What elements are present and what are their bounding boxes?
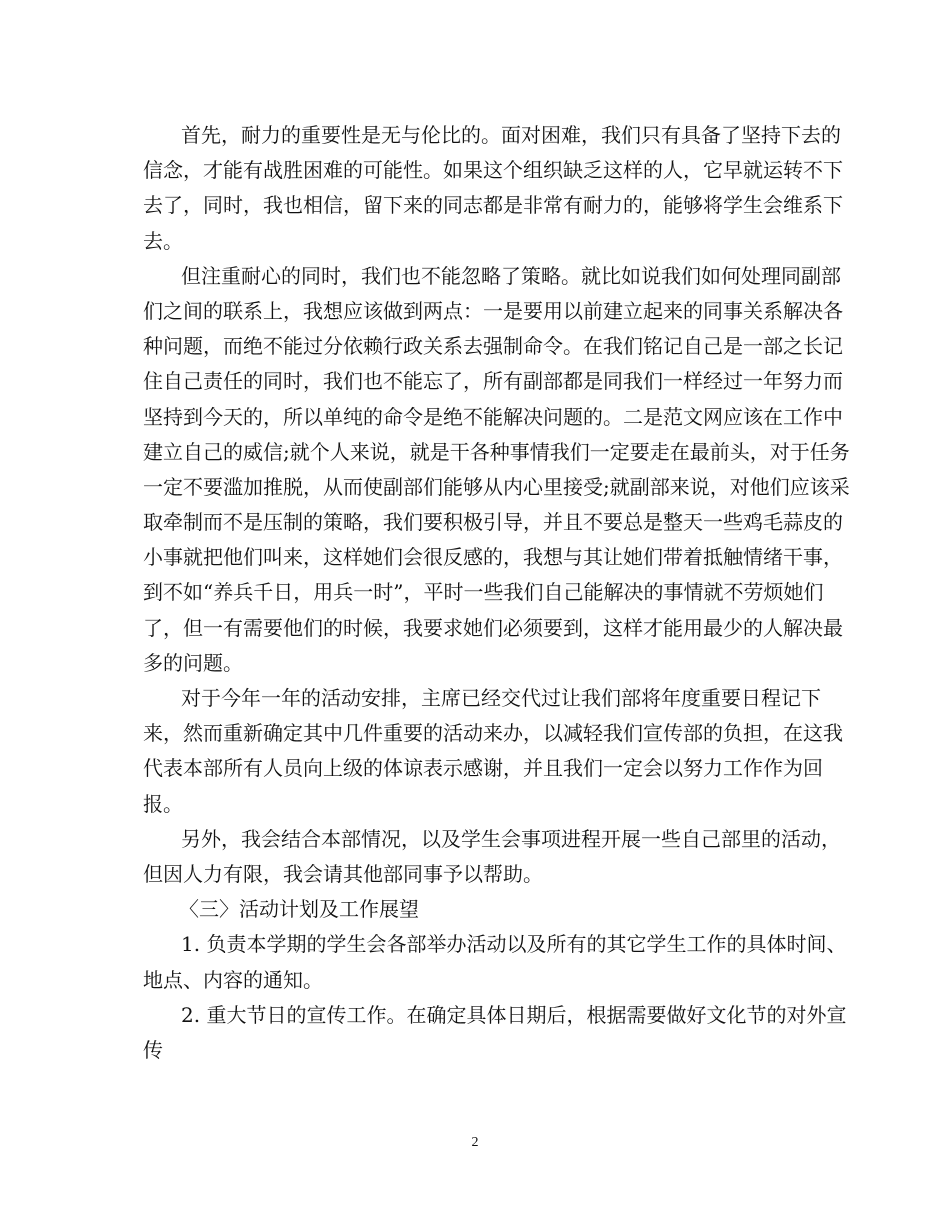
list-item-line: 传 — [143, 1037, 163, 1062]
paragraph-line: 另外，我会结合本部情况，以及学生会事项进程开展一些自己部里的活动， — [181, 826, 841, 851]
list-item-line: 1. 负责本学期的学生会各部举办活动以及所有的其它学生工作的具体时间、 — [181, 932, 847, 957]
paragraph-line: 报。 — [143, 791, 183, 816]
list-item-line: 2. 重大节日的宣传工作。在确定具体日期后，根据需要做好文化节的对外宣 — [181, 1002, 847, 1027]
section-heading: 〈三〉活动计划及工作展望 — [179, 897, 419, 922]
paragraph-line: 一定不要滥加推脱，从而使副部们能够从内心里接受;就副部来说，对他们应该采 — [143, 474, 850, 499]
paragraph-line: 信念，才能有战胜困难的可能性。如果这个组织缺乏这样的人，它早就运转不下 — [143, 158, 843, 183]
paragraph-line: 取牵制而不是压制的策略，我们要积极引导，并且不要总是整天一些鸡毛蒜皮的 — [143, 510, 843, 535]
paragraph-line: 了，但一有需要他们的时候，我要求她们必须要到，这样才能用最少的人解决最 — [143, 615, 843, 640]
list-item-line: 地点、内容的通知。 — [143, 967, 323, 992]
paragraph-line: 小事就把他们叫来，这样她们会很反感的，我想与其让她们带着抵触情绪干事， — [143, 545, 843, 570]
paragraph-line: 到不如“养兵千日，用兵一时”，平时一些我们自己能解决的事情就不劳烦她们 — [143, 580, 824, 605]
paragraph-line: 坚持到今天的，所以单纯的命令是绝不能解决问题的。二是范文网应该在工作中 — [143, 404, 843, 429]
paragraph-line: 多的问题。 — [143, 650, 243, 675]
paragraph-line: 们之间的联系上，我想应该做到两点：一是要用以前建立起来的同事关系解决各 — [143, 298, 843, 323]
paragraph-line: 去。 — [143, 228, 183, 253]
paragraph-line: 对于今年一年的活动安排，主席已经交代过让我们部将年度重要日程记下 — [181, 686, 821, 710]
paragraph-line: 代表本部所有人员向上级的体谅表示感谢，并且我们一定会以努力工作作为回 — [143, 756, 823, 781]
paragraph-line: 首先，耐力的重要性是无与伦比的。面对困难，我们只有具备了坚持下去的 — [181, 123, 841, 147]
paragraph-line: 建立自己的威信;就个人来说，就是干各种事情我们一定要走在最前头，对于任务 — [143, 439, 850, 464]
paragraph-line: 种问题，而绝不能过分依赖行政关系去强制命令。在我们铭记自己是一部之长记 — [143, 334, 843, 359]
paragraph-line: 来，然而重新确定其中几件重要的活动来办，以减轻我们宣传部的负担，在这我 — [143, 721, 843, 746]
paragraph-line: 住自己责任的同时，我们也不能忘了，所有副部都是同我们一样经过一年努力而 — [143, 369, 843, 394]
body-text — [143, 118, 850, 1068]
paragraph-line: 但因人力有限，我会请其他部同事予以帮助。 — [143, 861, 543, 886]
paragraph-line: 去了，同时，我也相信，留下来的同志都是非常有耐力的，能够将学生会维系下 — [143, 193, 843, 218]
paragraph-line: 但注重耐心的同时，我们也不能忽略了策略。就比如说我们如何处理同副部 — [181, 263, 841, 288]
page-number: 2 — [471, 1135, 479, 1150]
